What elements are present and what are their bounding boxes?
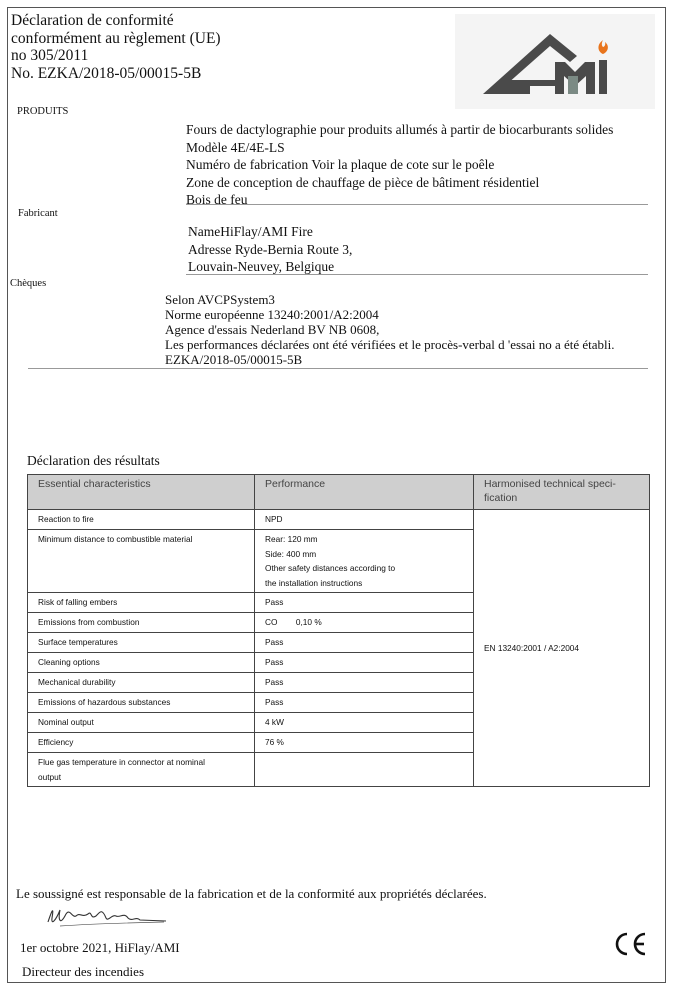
divider — [186, 274, 648, 275]
performance-cell: Pass — [255, 593, 474, 613]
ami-logo — [455, 14, 655, 109]
cheques-line: Agence d'essais Nederland BV NB 0608, — [165, 322, 380, 337]
column-header: Essential characteristics — [28, 475, 255, 510]
divider — [28, 368, 648, 369]
cheques-line: Les performances déclarées ont été vérifiées et le procès-verbal d 'essai no a été établi. — [165, 337, 615, 352]
characteristic-cell: Emissions from combustion — [28, 613, 255, 633]
section-label-fabricant: Fabricant — [18, 208, 58, 219]
column-header: Performance — [255, 475, 474, 510]
characteristic-cell: Minimum distance to combustible material — [28, 530, 255, 593]
title-line-4: No. EZKA/2018-05/00015-5B — [11, 64, 202, 82]
produits-line: Zone de conception de chauffage de pièce de bâtiment résidentiel — [186, 174, 540, 190]
performance-cell: Pass — [255, 653, 474, 673]
section-label-produits: PRODUITS — [17, 106, 69, 117]
table-header-row — [28, 475, 650, 510]
fabricant-details — [188, 223, 352, 276]
performance-cell: NPD — [255, 510, 474, 530]
document-title — [11, 12, 221, 82]
performance-cell: 76 % — [255, 733, 474, 753]
ami-logo-graphic — [455, 14, 655, 109]
performance-cell: Pass — [255, 633, 474, 653]
produits-line: Modèle 4E/4E-LS — [186, 139, 285, 155]
cheques-line: Norme européenne 13240:2001/A2:2004 — [165, 307, 379, 322]
characteristic-cell: Nominal output — [28, 713, 255, 733]
title-line-1: Déclaration de conformité — [11, 12, 174, 29]
section-label-cheques: Chèques — [10, 278, 47, 289]
characteristic-cell: Mechanical durability — [28, 673, 255, 693]
divider — [186, 204, 648, 205]
produits-line: Fours de dactylographie pour produits allumés à partir de biocarburants solides — [186, 122, 614, 137]
performance-cell: Pass — [255, 693, 474, 713]
cheques-line: Selon AVCPSystem3 — [165, 292, 275, 307]
characteristic-cell: Surface temperatures — [28, 633, 255, 653]
characteristic-cell: Flue gas temperature in connector at nominal output — [28, 753, 255, 787]
date-line: 1er octobre 2021, HiFlay/AMI — [20, 940, 180, 955]
produits-line: Bois de feu — [186, 192, 248, 207]
performance-cell — [255, 753, 474, 787]
performance-cell: Pass — [255, 673, 474, 693]
fabricant-line: Adresse Ryde-Bernia Route 3, — [188, 241, 353, 257]
title-line-3: no 305/2011 — [11, 47, 89, 64]
ce-mark-icon — [612, 930, 648, 958]
signatory-role: Directeur des incendies — [22, 964, 145, 979]
signature-image — [40, 900, 170, 932]
column-header: Harmonised technical speci- fication — [474, 475, 650, 510]
characteristic-cell: Reaction to fire — [28, 510, 255, 530]
table-row — [28, 510, 650, 530]
produits-details — [186, 121, 613, 209]
characteristic-cell: Cleaning options — [28, 653, 255, 673]
results-table — [27, 474, 650, 787]
characteristic-cell: Risk of falling embers — [28, 593, 255, 613]
results-heading: Déclaration des résultats — [27, 453, 160, 468]
responsibility-statement: Le soussigné est responsable de la fabrication et de la conformité aux propriétés déclarées. — [16, 886, 487, 901]
cheques-details — [165, 292, 615, 367]
fabricant-line: NameHiFlay/AMI Fire — [188, 224, 313, 239]
characteristic-cell: Emissions of hazardous substances — [28, 693, 255, 713]
title-line-2: conformément au règlement (UE) — [11, 29, 221, 47]
performance-cell: 4 kW — [255, 713, 474, 733]
fabricant-line: Louvain-Neuvey, Belgique — [188, 259, 335, 274]
characteristic-cell: Efficiency — [28, 733, 255, 753]
produits-line: Numéro de fabrication Voir la plaque de cote sur le poêle — [186, 157, 495, 172]
performance-cell: Rear: 120 mm Side: 400 mm Other safety distances according to the installation instructions — [255, 530, 474, 593]
harmonised-spec-cell: EN 13240:2001 / A2:2004 — [474, 510, 650, 787]
performance-cell: CO 0,10 % — [255, 613, 474, 633]
cheques-line: EZKA/2018-05/00015-5B — [165, 352, 303, 367]
